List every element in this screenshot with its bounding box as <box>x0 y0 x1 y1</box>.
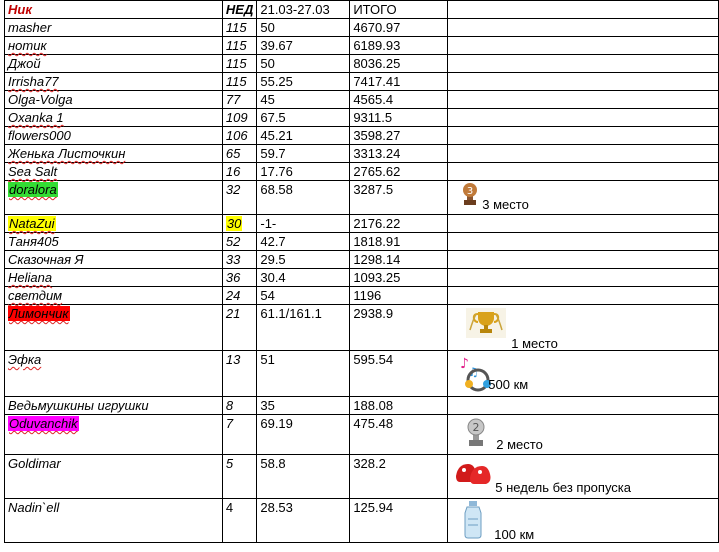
award-cell <box>448 215 719 233</box>
nick-cell: Женька Листочкин <box>5 145 223 163</box>
award-cell <box>448 455 719 499</box>
svg-text:3: 3 <box>467 186 474 197</box>
ned-cell: 5 <box>222 455 256 499</box>
ned-cell: 106 <box>222 127 256 145</box>
nick-cell: Сказочная Я <box>5 251 223 269</box>
award-cell <box>448 163 719 181</box>
total-cell: 1093.25 <box>350 269 448 287</box>
nick-cell: doralora <box>5 181 223 215</box>
table-row <box>5 127 719 145</box>
table-row <box>5 287 719 305</box>
total-cell: 2176.22 <box>350 215 448 233</box>
ned-cell: 24 <box>222 287 256 305</box>
award-cell <box>448 55 719 73</box>
nick-cell: flowers000 <box>5 127 223 145</box>
total-cell: 4565.4 <box>350 91 448 109</box>
total-cell: 188.08 <box>350 397 448 415</box>
total-cell: 475.48 <box>350 415 448 455</box>
total-cell: 3287.5 <box>350 181 448 215</box>
period-cell: 67.5 <box>257 109 350 127</box>
ned-cell: 77 <box>222 91 256 109</box>
award-cell <box>448 181 719 215</box>
nick-cell: светдим <box>5 287 223 305</box>
total-cell: 328.2 <box>350 455 448 499</box>
award-cell <box>448 127 719 145</box>
period-cell: 29.5 <box>257 251 350 269</box>
ned-cell: 4 <box>222 499 256 543</box>
period-cell: 58.8 <box>257 455 350 499</box>
table-row <box>5 73 719 91</box>
award-cell <box>448 37 719 55</box>
red-shoes-icon <box>454 458 492 488</box>
award-label: 2 место <box>496 437 543 452</box>
table-row <box>5 181 719 215</box>
ned-cell: 109 <box>222 109 256 127</box>
silver-trophy-icon <box>465 418 487 448</box>
water-bottle-icon <box>462 501 484 539</box>
header-period: 21.03-27.03 <box>257 1 350 19</box>
svg-text:♪: ♪ <box>460 356 470 372</box>
nick-cell: нотик <box>5 37 223 55</box>
award-label: 3 место <box>482 197 529 212</box>
table-row <box>5 233 719 251</box>
award-cell <box>448 305 719 351</box>
total-cell: 1196 <box>350 287 448 305</box>
svg-text:♫: ♫ <box>468 365 480 379</box>
header-award <box>448 1 719 19</box>
header-nick: Ник <box>5 1 223 19</box>
ned-cell: 115 <box>222 55 256 73</box>
award-cell <box>448 19 719 37</box>
period-cell: 42.7 <box>257 233 350 251</box>
total-cell: 9311.5 <box>350 109 448 127</box>
ned-cell: 21 <box>222 305 256 351</box>
ned-cell: 8 <box>222 397 256 415</box>
period-cell: 55.25 <box>257 73 350 91</box>
total-cell: 6189.93 <box>350 37 448 55</box>
period-cell: 30.4 <box>257 269 350 287</box>
nick-cell: Oduvanchik <box>5 415 223 455</box>
total-cell: 595.54 <box>350 351 448 397</box>
period-cell: 39.67 <box>257 37 350 55</box>
award-label: 5 недель без пропуска <box>495 480 631 495</box>
ned-cell: 36 <box>222 269 256 287</box>
nick-cell: Джой <box>5 55 223 73</box>
table-row <box>5 415 719 455</box>
nick-cell: Nadin`ell <box>5 499 223 543</box>
table-row <box>5 163 719 181</box>
table-row <box>5 145 719 163</box>
period-cell: 51 <box>257 351 350 397</box>
total-cell: 2938.9 <box>350 305 448 351</box>
total-cell: 8036.25 <box>350 55 448 73</box>
header-ned: НЕД <box>222 1 256 19</box>
award-label: 1 место <box>511 336 558 351</box>
table-row <box>5 91 719 109</box>
ned-cell: 115 <box>222 19 256 37</box>
award-cell <box>448 109 719 127</box>
nick-cell: Sea Salt <box>5 163 223 181</box>
period-cell: 59.7 <box>257 145 350 163</box>
period-cell: 45.21 <box>257 127 350 145</box>
award-cell <box>448 499 719 543</box>
period-cell: 68.58 <box>257 181 350 215</box>
total-cell: 3313.24 <box>350 145 448 163</box>
table-row <box>5 397 719 415</box>
table-row <box>5 251 719 269</box>
total-cell: 1298.14 <box>350 251 448 269</box>
table-row <box>5 351 719 397</box>
svg-text:2: 2 <box>472 421 480 434</box>
ned-cell: 13 <box>222 351 256 397</box>
award-label: 100 км <box>494 527 535 542</box>
award-cell <box>448 73 719 91</box>
award-cell <box>448 351 719 397</box>
period-cell: 35 <box>257 397 350 415</box>
nick-cell: Irrisha77 <box>5 73 223 91</box>
nick-cell: Лимончик <box>5 305 223 351</box>
nick-cell: Ведьмушкины игрушки <box>5 397 223 415</box>
nick-cell: Heliana <box>5 269 223 287</box>
table-row <box>5 55 719 73</box>
total-cell: 2765.62 <box>350 163 448 181</box>
bronze-trophy-icon <box>460 182 480 206</box>
ned-cell: 16 <box>222 163 256 181</box>
period-cell: 50 <box>257 55 350 73</box>
award-cell <box>448 91 719 109</box>
award-label: 500 км <box>488 377 529 392</box>
period-cell: 45 <box>257 91 350 109</box>
total-cell: 4670.97 <box>350 19 448 37</box>
table-row <box>5 269 719 287</box>
period-cell: 54 <box>257 287 350 305</box>
table-row <box>5 37 719 55</box>
header-total: ИТОГО <box>350 1 448 19</box>
period-cell: -1- <box>257 215 350 233</box>
nick-cell: Oxanka 1 <box>5 109 223 127</box>
table-row <box>5 19 719 37</box>
award-cell <box>448 415 719 455</box>
table-row <box>5 109 719 127</box>
nick-cell: Таня405 <box>5 233 223 251</box>
nick-cell: Goldimar <box>5 455 223 499</box>
table-row <box>5 215 719 233</box>
nick-cell: NataZui <box>5 215 223 233</box>
total-cell: 7417.41 <box>350 73 448 91</box>
nick-cell: masher <box>5 19 223 37</box>
award-cell <box>448 269 719 287</box>
table-row <box>5 455 719 499</box>
header-row <box>5 1 719 19</box>
award-cell <box>448 145 719 163</box>
table-row <box>5 499 719 543</box>
period-cell: 61.1/161.1 <box>257 305 350 351</box>
period-cell: 50 <box>257 19 350 37</box>
gold-trophy-icon <box>466 308 506 338</box>
period-cell: 69.19 <box>257 415 350 455</box>
award-cell <box>448 287 719 305</box>
period-cell: 17.76 <box>257 163 350 181</box>
award-cell <box>448 397 719 415</box>
ned-cell: 32 <box>222 181 256 215</box>
award-cell <box>448 251 719 269</box>
ned-cell: 52 <box>222 233 256 251</box>
nick-cell: Olga-Volga <box>5 91 223 109</box>
total-cell: 3598.27 <box>350 127 448 145</box>
ned-cell: 30 <box>222 215 256 233</box>
ned-cell: 65 <box>222 145 256 163</box>
total-cell: 125.94 <box>350 499 448 543</box>
ned-cell: 7 <box>222 415 256 455</box>
award-cell <box>448 233 719 251</box>
table-row <box>5 305 719 351</box>
ranking-table <box>4 0 719 543</box>
ned-cell: 33 <box>222 251 256 269</box>
nick-cell: Эфка <box>5 351 223 397</box>
ned-cell: 115 <box>222 37 256 55</box>
period-cell: 28.53 <box>257 499 350 543</box>
total-cell: 1818.91 <box>350 233 448 251</box>
ned-cell: 115 <box>222 73 256 91</box>
